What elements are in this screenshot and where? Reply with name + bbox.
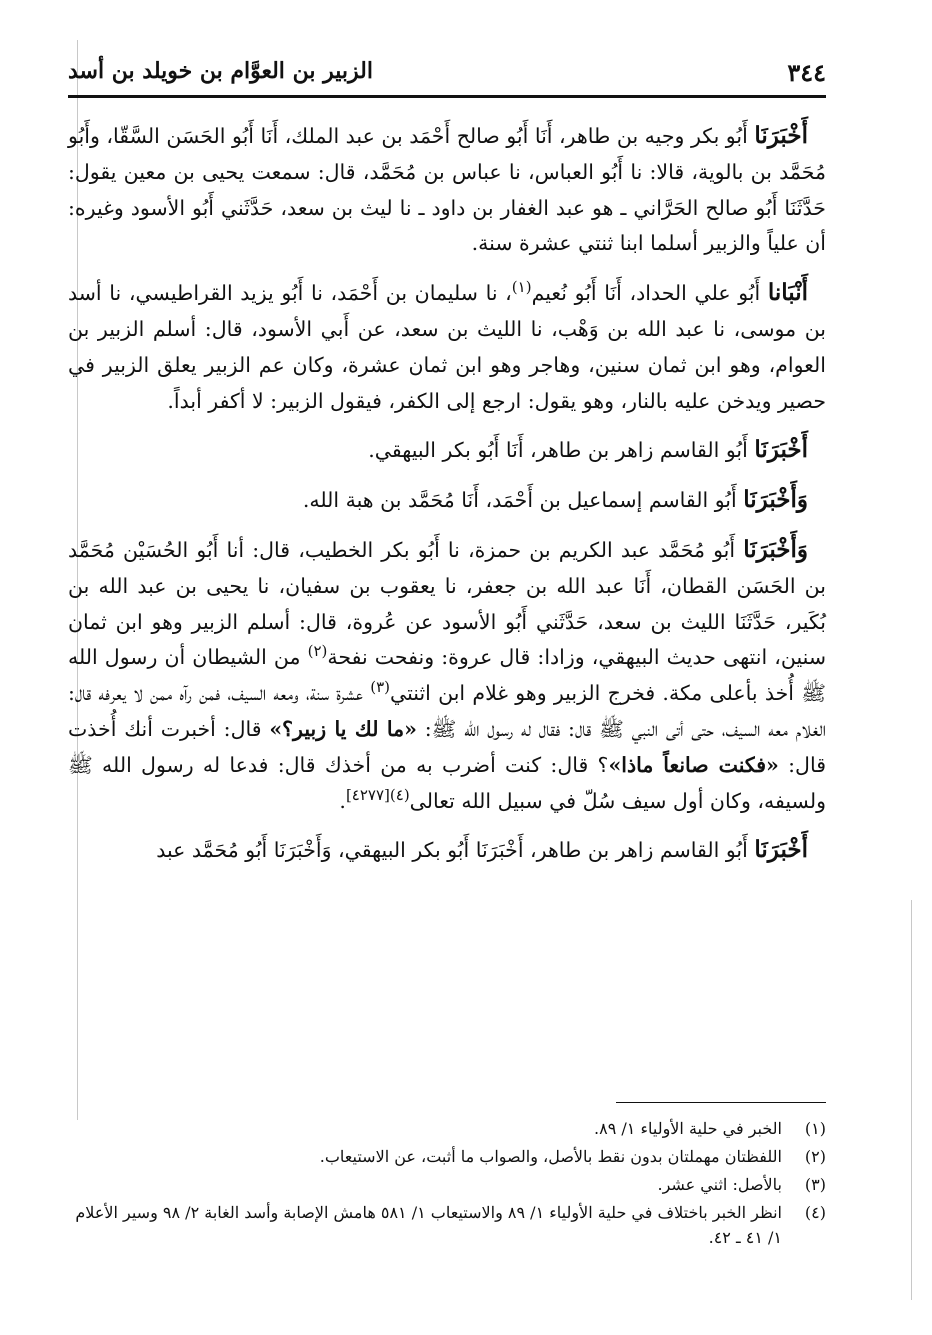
footnote-ref[interactable]: (٣) (370, 678, 390, 697)
footnote (68, 1200, 826, 1250)
footnotes (68, 1116, 826, 1253)
footnote-number: (٢) (804, 1147, 826, 1166)
isnad-keyword: أَخْبَرَنَا (754, 122, 808, 149)
paragraph-text: أَبُو القاسم زاهر بن طاهر، أَخْبَرَنَا أَبُو بكر البيهقي، وَأَخْبَرَنَا أَبُو مُحَمَّد عبد (156, 838, 748, 863)
isnad-keyword: وَأَخْبَرَنَا (743, 486, 808, 514)
isnad-keyword: وَأَخْبَرَنَا (743, 535, 808, 563)
footnote-text: اللفظتان مهملتان بدون نقط بالأصل، والصواب ما أثبت، عن الاستيعاب. (319, 1147, 782, 1166)
footnote-ref[interactable]: (٤)[٤٢٧٧] (345, 785, 410, 804)
isnad-keyword: أَخْبَرَنَا (754, 836, 808, 864)
page-number: ٣٤٤ (787, 58, 826, 87)
paragraph (68, 118, 826, 262)
main-text (68, 118, 826, 882)
footnote (68, 1172, 826, 1197)
footnote-text: انظر الخبر باختلاف في حلية الأولياء ١/ ٨٩ والاستيعاب ١/ ٥٨١ هامش الإصابة وأسد الغابة ٢/ ٩٨ وسير الأعلام ١/ ٤١ ـ ٤٢. (75, 1203, 782, 1247)
footnote (68, 1116, 826, 1141)
paragraph-text: ؟ قال: كنت أضرب به من أخذك قال: فدعا له رسول الله ﷺ ولسيفه، وكان أول سيف سُلّ في سبيل الله تعالى (68, 752, 826, 813)
footnote-ref[interactable]: (٢) (307, 642, 328, 661)
paragraph (68, 432, 826, 469)
quoted-speech: «ما لك يا زبير؟» (269, 716, 417, 741)
running-title: الزبير بن العوَّام بن خويلد بن أسد (68, 58, 373, 84)
header-rule (68, 95, 826, 98)
paragraph-text: عشرة سنة، ومعه السيف، فمن رآه ممن لا يعرفه قال: الغلام معه السيف، حتى أتى النبي ﷺ قال: فقال له رسول الله ﷺ: (68, 681, 826, 741)
paragraph-text: أَبُو القاسم إسماعيل بن أَحْمَد، أَنَا مُحَمَّد بن هبة الله. (302, 488, 737, 513)
scan-edge-right (911, 900, 912, 1300)
paragraph (68, 275, 826, 419)
footnote-number: (١) (804, 1119, 826, 1138)
paragraph-text: قال: أخبرت أنك أُخذت قال: (68, 716, 826, 777)
paragraph-text: أَبُو القاسم زاهر بن طاهر، أَنَا أَبُو بكر البيهقي. (368, 438, 748, 463)
paragraph-text: . (339, 788, 346, 813)
paragraph-text: من الشيطان أن رسول الله ﷺ أُخذ بأعلى مكة. فخرج الزبير وهو غلام ابن اثنتي (68, 645, 826, 706)
footnote-text: الخبر في حلية الأولياء ١/ ٨٩. (594, 1119, 782, 1138)
paragraph-text: أَبُو بكر وجيه بن طاهر، أَنَا أَبُو صالح أَحْمَد بن عبد الملك، أَنَا أَبُو الحَسَن السَّقّا، وأَبُو مُحَمَّد بن بالوية، قالا: نا أَبُو العباس، نا عباس بن مُحَمَّد، قال: سمعت يحيى بن معين يقول: حَدَّثَنَا أَبُو صالح الحَرَّاني ـ هو عبد الغفار بن داود ـ نا ليث بن سعد، حَدَّثَني أَبُو الأسود وغيره: أن علياً والزبير أسلما ابنا ثنتي عشرة سنة. (68, 124, 826, 256)
isnad-keyword: أَنْبَانا (767, 279, 808, 307)
paragraph (68, 482, 826, 519)
footnote (68, 1144, 826, 1169)
paragraph-text: ، نا سليمان بن أَحْمَد، نا أَبُو يزيد القراطيسي، نا أسد بن موسى، نا عبد الله بن وَهْب، نا الليث بن سعد، عن أَبي الأسود، قال: أسلم الزبير بن العوام، وهو ابن ثمان سنين، وهاجر وهو ابن ثمان عشرة، وكان عم الزبير يعلق الزبير في حصير ويدخن عليه بالنار، وهو يقول: ارجع إلى الكفر، فيقول الزبير: لا أكفر أبداً. (68, 281, 826, 413)
footnote-ref[interactable]: (١) (511, 278, 532, 297)
paragraph-text: أَبُو علي الحداد، أَنَا أَبُو نُعيم (531, 281, 761, 306)
footnote-separator (616, 1102, 826, 1103)
page-header (68, 56, 826, 92)
paragraph (68, 832, 826, 869)
isnad-keyword: أَخْبَرَنَا (754, 436, 808, 464)
footnote-number: (٤) (804, 1203, 826, 1222)
footnote-number: (٣) (804, 1175, 826, 1194)
quoted-speech: «فكنت صانعاً ماذا» (608, 752, 779, 777)
paragraph-text: أَبُو مُحَمَّد عبد الكريم بن حمزة، نا أَبُو بكر الخطيب، قال: أنا أَبُو الحُسَيْن مُحَمَّد بن الحَسَن القطان، أَنَا عبد الله بن جعفر، نا يعقوب بن سفيان، نا يحيى بن عبد الله بن بُكَير، حَدَّثَنَا الليث بن سعد، حَدَّثَني أَبُو الأسود عن عُروة، قال: أسلم الزبير وهو ابن ثمان سنين، انتهى حديث البيهقي، وزادا: قال عروة: ونفحت نفحة (68, 537, 826, 670)
footnote-text: بالأصل: اثني عشر. (657, 1175, 782, 1194)
paragraph (68, 532, 826, 819)
